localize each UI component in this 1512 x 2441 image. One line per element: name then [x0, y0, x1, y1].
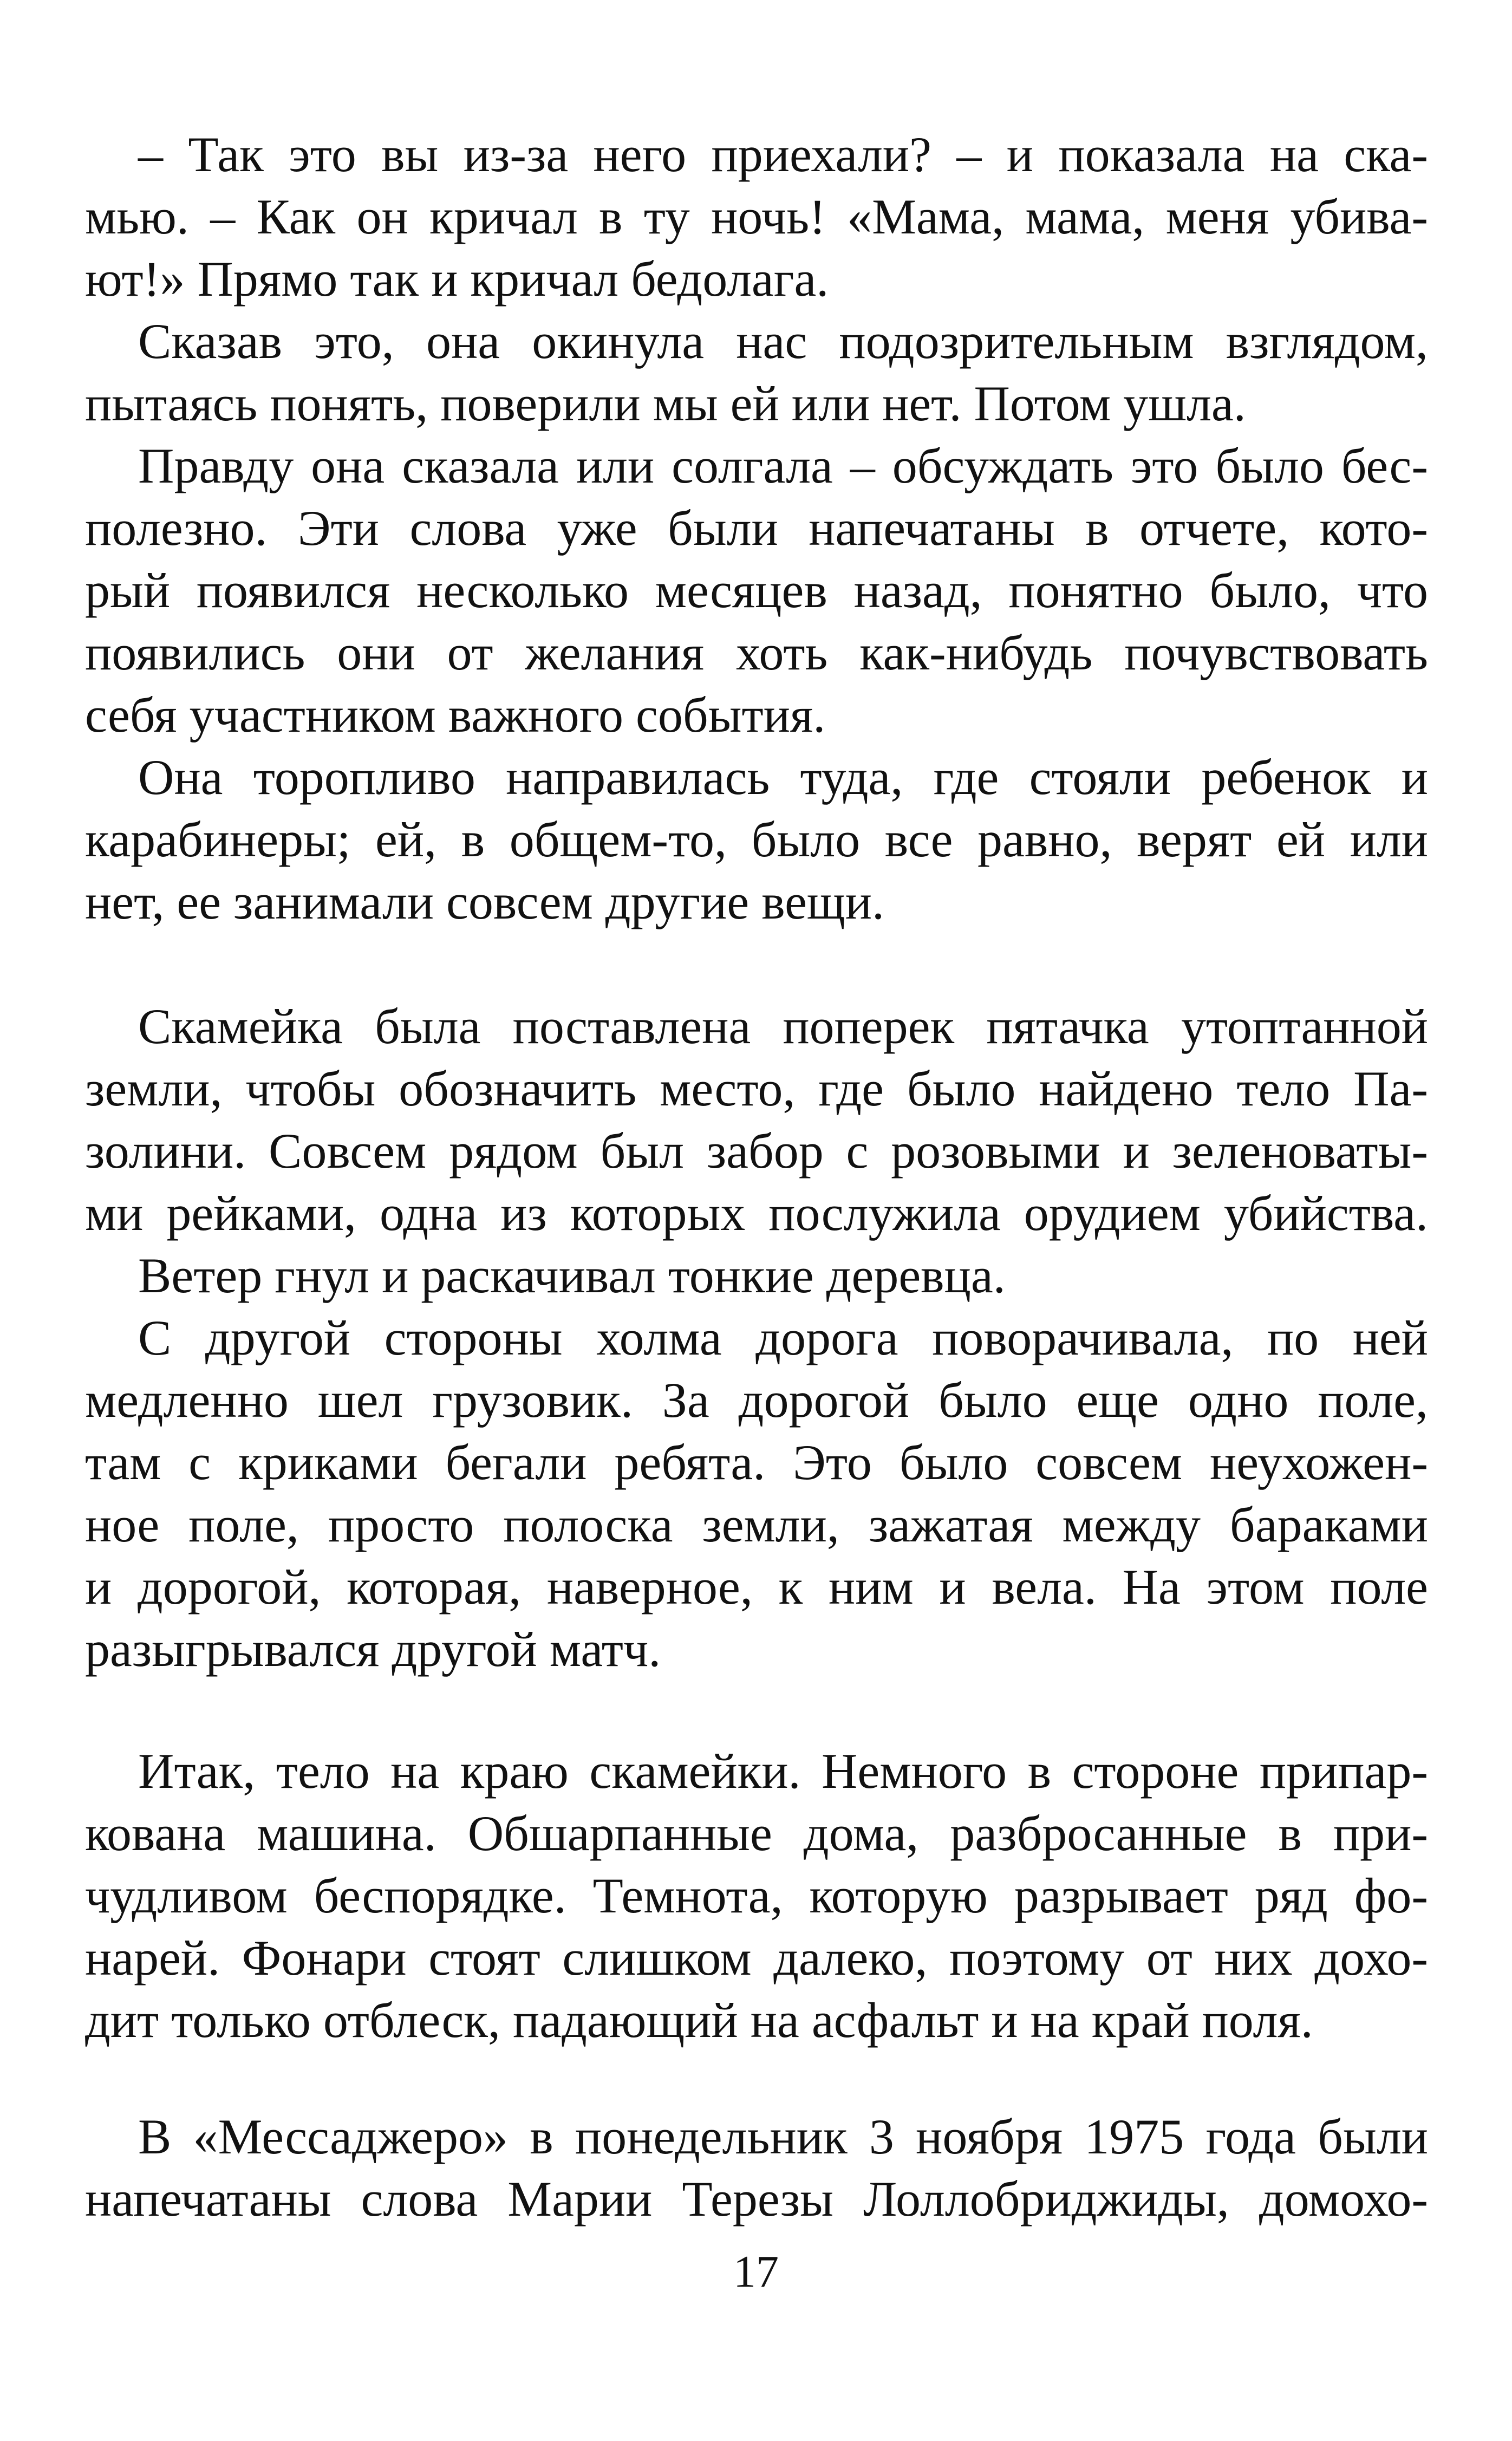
text-line: дит только отблеск, падающий на асфальт и на край поля.: [85, 1993, 1313, 2048]
text-line: напечатаны слова Марии Терезы Лоллобриджиды, домохо-: [85, 2171, 1428, 2227]
text-line: чудливом беспорядке. Темнота, которую разрывает ряд фо-: [85, 1868, 1428, 1923]
text-line: С другой стороны холма дорога поворачивала, по ней: [138, 1310, 1428, 1365]
text-line: земли, чтобы обозначить место, где было найдено тело Па-: [85, 1061, 1428, 1116]
text-line: Она торопливо направилась туда, где стояли ребенок и: [138, 750, 1428, 805]
text-line: ют!» Прямо так и кричал бедолага.: [85, 251, 829, 307]
text-line: ное поле, просто полоска земли, зажатая между бараками: [85, 1497, 1428, 1552]
text-line: рый появился несколько месяцев назад, понятно было, что: [85, 563, 1428, 618]
text-line: там с криками бегали ребята. Это было совсем неухожен-: [85, 1435, 1428, 1490]
text-line: карабинеры; ей, в общем-то, было все равно, верят ей или: [85, 812, 1428, 867]
text-line: и дорогой, которая, наверное, к ним и вела. На этом поле: [85, 1559, 1428, 1615]
page-number: 17: [733, 2247, 779, 2297]
text-line: нарей. Фонари стоят слишком далеко, поэтому от них дохо-: [85, 1930, 1428, 1986]
text-line: Ветер гнул и раскачивал тонкие деревца.: [138, 1248, 1006, 1303]
text-line: нет, ее занимали совсем другие вещи.: [85, 874, 884, 929]
text-line: Итак, тело на краю скамейки. Немного в стороне припар-: [138, 1743, 1428, 1799]
text-line: разыгрывался другой матч.: [85, 1622, 661, 1677]
text-line: – Так это вы из-за него приехали? – и показала на ска-: [138, 127, 1428, 182]
text-line: появились они от желания хоть как-нибудь почувствовать: [85, 625, 1428, 680]
text-line: Сказав это, она окинула нас подозрительным взглядом,: [138, 314, 1428, 369]
text-line: В «Мессаджеро» в понедельник 3 ноября 1975 года были: [138, 2109, 1428, 2164]
text-line: кована машина. Обшарпанные дома, разбросанные в при-: [85, 1806, 1428, 1861]
text-line: себя участником важного события.: [85, 687, 826, 743]
text-line: мью. – Как он кричал в ту ночь! «Мама, мама, меня убива-: [85, 189, 1428, 244]
text-line: пытаясь понять, поверили мы ей или нет. Потом ушла.: [85, 376, 1246, 431]
text-line: ми рейками, одна из которых послужила орудием убийства.: [85, 1186, 1428, 1241]
text-line: медленно шел грузовик. За дорогой было еще одно поле,: [85, 1372, 1428, 1428]
text-line: Скамейка была поставлена поперек пятачка утоптанной: [138, 999, 1428, 1054]
text-line: золини. Совсем рядом был забор с розовыми и зеленоваты-: [85, 1123, 1428, 1179]
text-line: Правду она сказала или солгала – обсуждать это было бес-: [138, 438, 1428, 493]
text-line: полезно. Эти слова уже были напечатаны в отчете, кото-: [85, 500, 1428, 556]
